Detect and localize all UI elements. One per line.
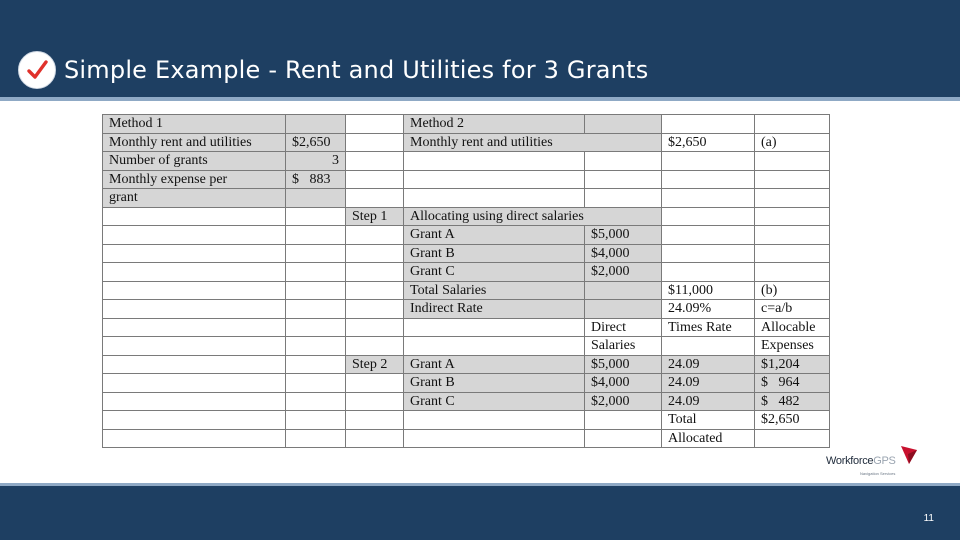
table-cell — [103, 429, 286, 448]
table-cell — [404, 429, 585, 448]
table-cell — [346, 337, 404, 356]
table-cell — [662, 170, 755, 189]
table-row — [103, 281, 830, 300]
table-cell — [404, 318, 585, 337]
table-cell — [346, 429, 404, 448]
table-cell: grant — [103, 189, 286, 208]
table-row — [103, 318, 830, 337]
table-cell — [286, 374, 346, 393]
table-cell — [286, 115, 346, 134]
table-cell — [346, 281, 404, 300]
table-row — [103, 263, 830, 282]
table-cell: Total — [662, 411, 755, 430]
table-row — [103, 429, 830, 448]
table-cell: $2,000 — [585, 263, 662, 282]
table-cell: Grant C — [404, 392, 585, 411]
table-cell: Direct — [585, 318, 662, 337]
table-cell: Allocable — [755, 318, 830, 337]
table-cell: $4,000 — [585, 374, 662, 393]
table-cell — [103, 207, 286, 226]
table-row — [103, 411, 830, 430]
table-row — [103, 207, 830, 226]
table-cell — [103, 337, 286, 356]
table-cell: Monthly rent and utilities — [103, 133, 286, 152]
method-1-header: Method 1 — [103, 115, 286, 134]
table-cell — [286, 318, 346, 337]
table-cell — [585, 429, 662, 448]
table-cell: $5,000 — [585, 226, 662, 245]
table-cell: Times Rate — [662, 318, 755, 337]
logo-tagline: Navigation Services — [860, 471, 896, 476]
table-cell — [286, 189, 346, 208]
table-cell: $11,000 — [662, 281, 755, 300]
table-row — [103, 115, 830, 134]
table-cell: $2,650 — [662, 133, 755, 152]
slide-title: Simple Example - Rent and Utilities for 3 Grants — [64, 56, 649, 84]
allocation-table — [102, 114, 830, 448]
table-cell — [286, 263, 346, 282]
table-cell — [585, 281, 662, 300]
table-cell: Grant A — [404, 355, 585, 374]
checkmark-icon — [18, 51, 56, 89]
table-cell: $2,650 — [286, 133, 346, 152]
table-row — [103, 133, 830, 152]
slide-footer — [0, 486, 960, 540]
table-cell: Grant B — [404, 374, 585, 393]
table-cell: Monthly rent and utilities — [404, 133, 662, 152]
table-cell: $2,000 — [585, 392, 662, 411]
table-cell: Monthly expense per — [103, 170, 286, 189]
table-cell — [103, 281, 286, 300]
table-cell: 24.09 — [662, 392, 755, 411]
step-1-label: Step 1 — [346, 207, 404, 226]
table-cell: $ 883 — [286, 170, 346, 189]
table-cell — [662, 115, 755, 134]
table-row — [103, 300, 830, 319]
table-cell — [755, 226, 830, 245]
logo-brand: Workforce — [826, 455, 874, 467]
table-cell — [103, 300, 286, 319]
table-cell: $ 964 — [755, 374, 830, 393]
table-cell — [404, 189, 585, 208]
table-cell: $1,204 — [755, 355, 830, 374]
table-cell — [404, 152, 585, 171]
table-cell: 24.09 — [662, 355, 755, 374]
table-cell — [585, 300, 662, 319]
table-cell: 24.09 — [662, 374, 755, 393]
table-cell: $5,000 — [585, 355, 662, 374]
table-cell: Indirect Rate — [404, 300, 585, 319]
method-2-header: Method 2 — [404, 115, 585, 134]
logo-brand-suffix: GPS — [873, 455, 896, 467]
table-cell — [103, 392, 286, 411]
table-cell: Grant B — [404, 244, 585, 263]
table-cell — [103, 244, 286, 263]
table-cell — [662, 189, 755, 208]
table-cell — [346, 392, 404, 411]
table-cell — [286, 281, 346, 300]
table-cell: Salaries — [585, 337, 662, 356]
table-cell — [346, 115, 404, 134]
table-cell — [585, 115, 662, 134]
table-cell: 24.09% — [662, 300, 755, 319]
table-cell — [103, 226, 286, 245]
table-cell — [404, 170, 585, 189]
table-cell: Allocated — [662, 429, 755, 448]
table-cell — [404, 411, 585, 430]
table-cell — [755, 115, 830, 134]
table-cell — [585, 189, 662, 208]
table-cell — [286, 337, 346, 356]
table-cell — [755, 189, 830, 208]
table-cell: $4,000 — [585, 244, 662, 263]
table-cell — [346, 244, 404, 263]
table-cell — [662, 226, 755, 245]
table-cell — [346, 152, 404, 171]
table-cell — [404, 337, 585, 356]
table-row — [103, 374, 830, 393]
table-row — [103, 392, 830, 411]
table-cell — [585, 411, 662, 430]
navigation-arrow-icon — [899, 444, 919, 466]
table-cell: c=a/b — [755, 300, 830, 319]
table-cell — [346, 133, 404, 152]
table-cell — [286, 355, 346, 374]
table-row — [103, 152, 830, 171]
table-cell: Grant A — [404, 226, 585, 245]
table-cell — [286, 429, 346, 448]
table-row — [103, 355, 830, 374]
table-cell — [346, 300, 404, 319]
table-row — [103, 226, 830, 245]
table-cell — [662, 152, 755, 171]
table-row — [103, 337, 830, 356]
table-cell: (a) — [755, 133, 830, 152]
table-cell: Number of grants — [103, 152, 286, 171]
table-cell — [346, 226, 404, 245]
table-cell — [286, 226, 346, 245]
table-cell — [346, 189, 404, 208]
table-cell: Allocating using direct salaries — [404, 207, 662, 226]
table-cell — [755, 152, 830, 171]
table-cell — [662, 263, 755, 282]
table-cell — [662, 207, 755, 226]
table-cell — [286, 207, 346, 226]
table-cell: Expenses — [755, 337, 830, 356]
table-cell — [662, 337, 755, 356]
table-row — [103, 170, 830, 189]
table-cell — [755, 244, 830, 263]
table-cell — [286, 300, 346, 319]
table-cell — [103, 355, 286, 374]
step-2-label: Step 2 — [346, 355, 404, 374]
table-cell — [286, 392, 346, 411]
table-cell — [755, 263, 830, 282]
table-cell — [585, 170, 662, 189]
table-cell — [103, 374, 286, 393]
page-number: 11 — [923, 513, 934, 524]
table-row — [103, 189, 830, 208]
table-cell — [346, 374, 404, 393]
table-cell — [755, 170, 830, 189]
table-cell — [103, 263, 286, 282]
table-cell — [103, 318, 286, 337]
table-row — [103, 244, 830, 263]
table-cell: Grant C — [404, 263, 585, 282]
table-cell: 3 — [286, 152, 346, 171]
table-cell: $ 482 — [755, 392, 830, 411]
table-cell — [346, 263, 404, 282]
table-cell — [755, 429, 830, 448]
workforce-gps-logo — [826, 444, 918, 480]
table-cell — [286, 244, 346, 263]
table-cell — [346, 318, 404, 337]
table-cell: $2,650 — [755, 411, 830, 430]
table-cell — [346, 170, 404, 189]
table-cell: Total Salaries — [404, 281, 585, 300]
table-cell — [346, 411, 404, 430]
header-divider — [0, 97, 960, 101]
table-cell — [662, 244, 755, 263]
table-cell — [585, 152, 662, 171]
table-cell — [286, 411, 346, 430]
table-cell — [103, 411, 286, 430]
table-cell — [755, 207, 830, 226]
table-cell: (b) — [755, 281, 830, 300]
